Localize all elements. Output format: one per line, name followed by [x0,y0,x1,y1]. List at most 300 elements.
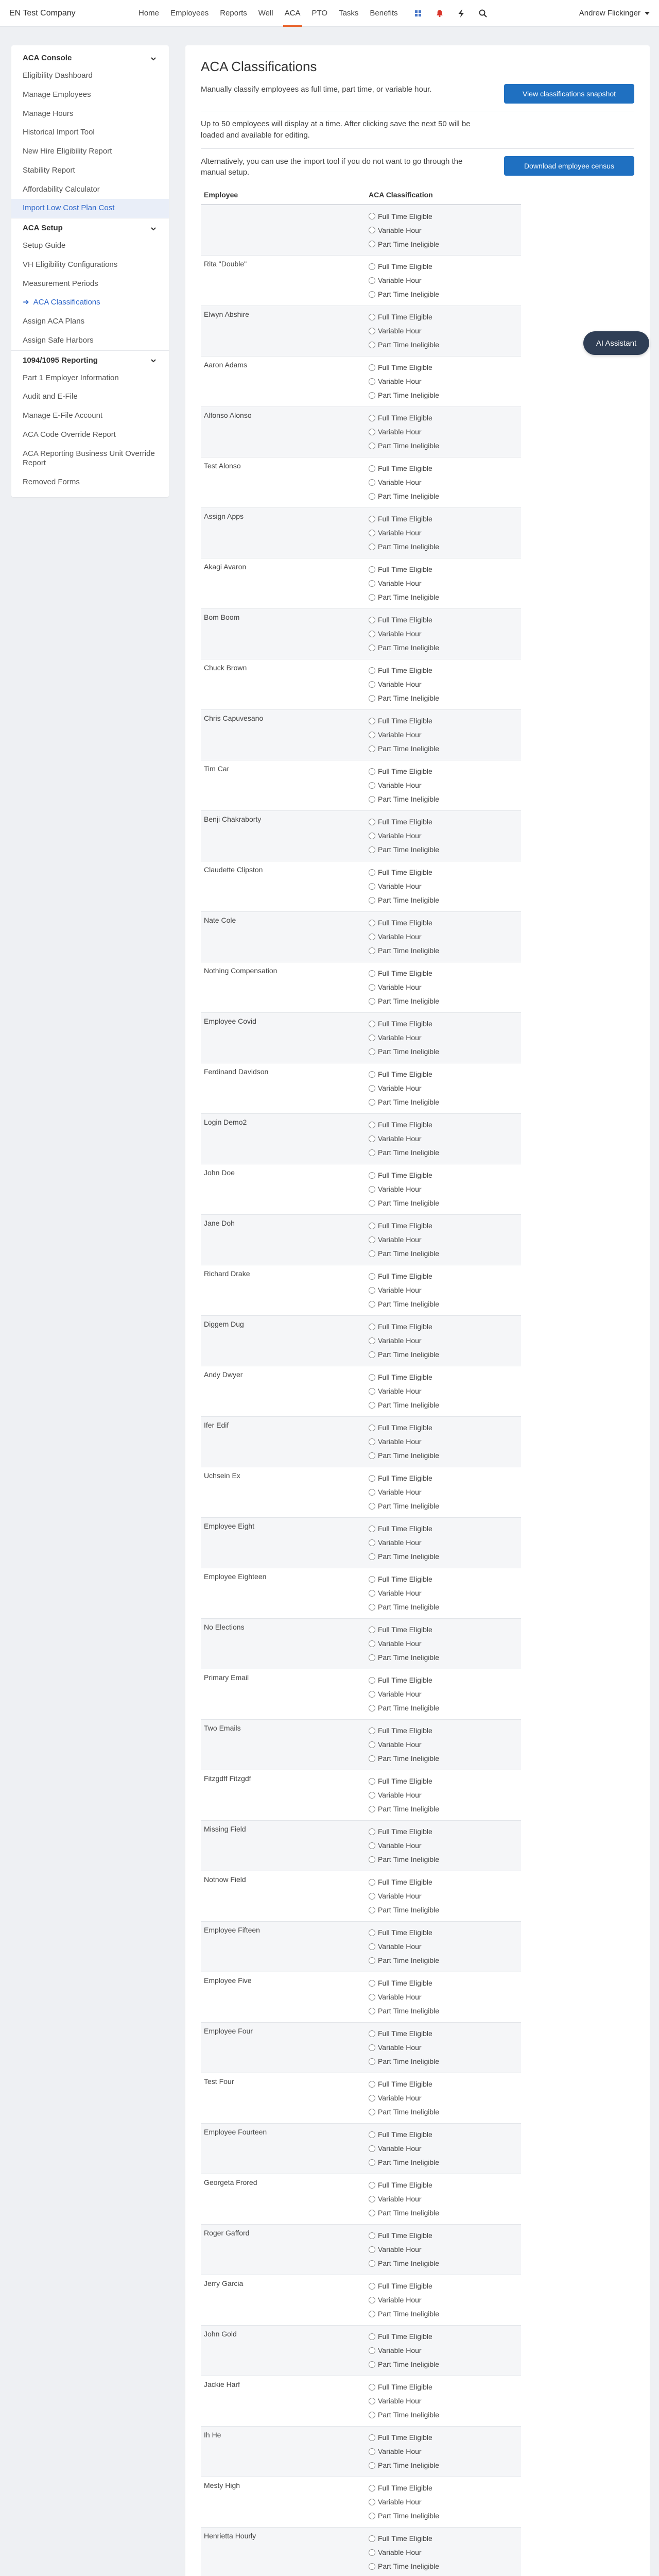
radio-button[interactable] [369,566,375,573]
radio-option-variable-hour[interactable] [369,1334,518,1348]
radio-option-part-time-ineligible[interactable] [369,944,518,958]
radio-option-part-time-ineligible[interactable] [369,1146,518,1160]
radio-button[interactable] [369,1576,375,1583]
radio-option-part-time-ineligible[interactable] [369,1903,518,1917]
radio-option-variable-hour[interactable] [369,1738,518,1752]
radio-option-part-time-ineligible[interactable] [369,1550,518,1564]
radio-button[interactable] [369,846,375,853]
radio-button[interactable] [369,1654,375,1661]
radio-button[interactable] [369,1907,375,1913]
radio-button[interactable] [369,241,375,247]
radio-option-full-time-eligible[interactable] [369,916,518,930]
radio-option-full-time-eligible[interactable] [369,260,518,274]
radio-button[interactable] [369,1186,375,1193]
radio-button[interactable] [369,2398,375,2404]
radio-button[interactable] [369,796,375,803]
radio-button[interactable] [369,695,375,702]
radio-option-part-time-ineligible[interactable] [369,590,518,604]
radio-option-variable-hour[interactable] [369,2243,518,2257]
radio-button[interactable] [369,920,375,926]
radio-option-variable-hour[interactable] [369,2041,518,2055]
radio-button[interactable] [369,2462,375,2469]
radio-button[interactable] [369,2109,375,2115]
radio-option-part-time-ineligible[interactable] [369,1651,518,1665]
radio-button[interactable] [369,718,375,724]
radio-button[interactable] [369,263,375,270]
ai-assistant-button[interactable]: AI Assistant [583,331,649,355]
nav-link-home[interactable]: Home [138,8,160,18]
radio-option-part-time-ineligible[interactable] [369,2560,518,2573]
radio-option-part-time-ineligible[interactable] [369,691,518,705]
nav-link-tasks[interactable]: Tasks [339,8,359,18]
radio-button[interactable] [369,2058,375,2065]
radio-option-part-time-ineligible[interactable] [369,2408,518,2422]
sidebar-section-header[interactable] [11,48,169,66]
radio-option-full-time-eligible[interactable] [369,2229,518,2243]
radio-option-variable-hour[interactable] [369,829,518,843]
radio-button[interactable] [369,516,375,522]
radio-button[interactable] [369,1149,375,1156]
radio-option-full-time-eligible[interactable] [369,209,518,223]
radio-option-part-time-ineligible[interactable] [369,1196,518,1210]
radio-option-part-time-ineligible[interactable] [369,1701,518,1715]
radio-option-variable-hour[interactable] [369,627,518,641]
radio-button[interactable] [369,1806,375,1812]
radio-button[interactable] [369,2311,375,2317]
radio-button[interactable] [369,1048,375,1055]
radio-button[interactable] [369,314,375,320]
radio-button[interactable] [369,465,375,472]
radio-option-part-time-ineligible[interactable] [369,540,518,554]
radio-option-part-time-ineligible[interactable] [369,1297,518,1311]
radio-option-full-time-eligible[interactable] [369,2027,518,2041]
radio-button[interactable] [369,1425,375,1431]
radio-button[interactable] [369,2412,375,2418]
radio-option-full-time-eligible[interactable] [369,2279,518,2293]
radio-button[interactable] [369,415,375,421]
radio-option-part-time-ineligible[interactable] [369,2206,518,2220]
radio-option-part-time-ineligible[interactable] [369,2509,518,2523]
radio-option-part-time-ineligible[interactable] [369,2156,518,2170]
radio-option-variable-hour[interactable] [369,577,518,590]
radio-button[interactable] [369,227,375,233]
radio-option-part-time-ineligible[interactable] [369,439,518,453]
radio-button[interactable] [369,897,375,904]
sidebar-item-manage-hours[interactable] [11,105,169,124]
radio-button[interactable] [369,1755,375,1762]
radio-button[interactable] [369,1929,375,1936]
view-snapshot-button[interactable]: View classifications snapshot [504,84,634,104]
radio-button[interactable] [369,1489,375,1496]
radio-option-variable-hour[interactable] [369,1889,518,1903]
radio-button[interactable] [369,984,375,991]
radio-button[interactable] [369,2563,375,2570]
radio-button[interactable] [369,782,375,789]
radio-button[interactable] [369,2210,375,2216]
radio-button[interactable] [369,1626,375,1633]
radio-option-variable-hour[interactable] [369,1283,518,1297]
radio-button[interactable] [369,2513,375,2519]
radio-button[interactable] [369,2246,375,2253]
radio-button[interactable] [369,1943,375,1950]
radio-option-full-time-eligible[interactable] [369,563,518,577]
radio-button[interactable] [369,1250,375,1257]
radio-button[interactable] [369,594,375,601]
radio-option-part-time-ineligible[interactable] [369,2307,518,2321]
radio-button[interactable] [369,2145,375,2152]
radio-button[interactable] [369,2384,375,2391]
radio-button[interactable] [369,277,375,284]
radio-button[interactable] [369,681,375,688]
radio-option-full-time-eligible[interactable] [369,1067,518,1081]
radio-option-part-time-ineligible[interactable] [369,792,518,806]
radio-option-part-time-ineligible[interactable] [369,287,518,301]
radio-option-full-time-eligible[interactable] [369,361,518,375]
radio-option-full-time-eligible[interactable] [369,1320,518,1334]
radio-button[interactable] [369,1539,375,1546]
sidebar-item-manage-employees[interactable] [11,86,169,105]
radio-option-variable-hour[interactable] [369,930,518,944]
sidebar-item-assign-safe-harbors[interactable] [11,331,169,350]
nav-link-pto[interactable]: PTO [311,8,328,18]
radio-option-full-time-eligible[interactable] [369,1522,518,1536]
nav-link-benefits[interactable]: Benefits [370,8,398,18]
radio-option-part-time-ineligible[interactable] [369,1398,518,1412]
radio-option-variable-hour[interactable] [369,1384,518,1398]
radio-button[interactable] [369,1172,375,1179]
radio-button[interactable] [369,378,375,385]
radio-option-part-time-ineligible[interactable] [369,1853,518,1867]
radio-option-variable-hour[interactable] [369,1990,518,2004]
radio-option-variable-hour[interactable] [369,375,518,388]
radio-option-full-time-eligible[interactable] [369,866,518,879]
radio-button[interactable] [369,2260,375,2267]
radio-option-part-time-ineligible[interactable] [369,994,518,1008]
company-name[interactable]: EN Test Company [9,8,76,18]
radio-button[interactable] [369,291,375,298]
sidebar-item-aca-classifications[interactable] [11,293,169,312]
radio-option-full-time-eligible[interactable] [369,1269,518,1283]
radio-option-part-time-ineligible[interactable] [369,489,518,503]
radio-button[interactable] [369,443,375,449]
sidebar-item-import-low-cost-plan-cost[interactable] [11,199,169,218]
radio-button[interactable] [369,1526,375,1532]
radio-option-part-time-ineligible[interactable] [369,2055,518,2069]
radio-button[interactable] [369,213,375,219]
radio-option-full-time-eligible[interactable] [369,1118,518,1132]
radio-option-part-time-ineligible[interactable] [369,1045,518,1059]
radio-button[interactable] [369,544,375,550]
radio-option-full-time-eligible[interactable] [369,2128,518,2142]
radio-button[interactable] [369,580,375,587]
radio-button[interactable] [369,1994,375,2001]
radio-button[interactable] [369,1553,375,1560]
sidebar-item-new-hire-eligibility-report[interactable] [11,142,169,161]
radio-option-variable-hour[interactable] [369,728,518,742]
radio-button[interactable] [369,1200,375,1207]
radio-button[interactable] [369,667,375,674]
nav-link-well[interactable]: Well [258,8,273,18]
radio-button[interactable] [369,1893,375,1900]
radio-button[interactable] [369,2030,375,2037]
radio-button[interactable] [369,1475,375,1482]
radio-button[interactable] [369,1136,375,1142]
radio-button[interactable] [369,342,375,348]
search-icon[interactable] [478,8,488,19]
radio-button[interactable] [369,2283,375,2290]
radio-option-part-time-ineligible[interactable] [369,641,518,655]
radio-button[interactable] [369,1604,375,1611]
radio-button[interactable] [369,819,375,825]
radio-button[interactable] [369,2196,375,2202]
radio-option-variable-hour[interactable] [369,879,518,893]
radio-button[interactable] [369,732,375,738]
radio-button[interactable] [369,493,375,500]
sidebar-item-measurement-periods[interactable] [11,275,169,294]
radio-option-full-time-eligible[interactable] [369,613,518,627]
radio-option-variable-hour[interactable] [369,1536,518,1550]
radio-button[interactable] [369,1402,375,1409]
radio-option-variable-hour[interactable] [369,2192,518,2206]
radio-option-full-time-eligible[interactable] [369,1017,518,1031]
radio-option-variable-hour[interactable] [369,677,518,691]
radio-button[interactable] [369,1351,375,1358]
radio-option-full-time-eligible[interactable] [369,1572,518,1586]
sidebar-item-vh-eligibility-configurations[interactable] [11,256,169,275]
radio-option-part-time-ineligible[interactable] [369,1499,518,1513]
radio-button[interactable] [369,2448,375,2455]
radio-button[interactable] [369,1980,375,1987]
radio-option-variable-hour[interactable] [369,1031,518,1045]
radio-button[interactable] [369,2485,375,2492]
radio-button[interactable] [369,1085,375,1092]
radio-option-part-time-ineligible[interactable] [369,1449,518,1463]
radio-button[interactable] [369,1337,375,1344]
radio-option-full-time-eligible[interactable] [369,2178,518,2192]
radio-option-full-time-eligible[interactable] [369,1421,518,1435]
radio-option-variable-hour[interactable] [369,2091,518,2105]
radio-button[interactable] [369,1691,375,1698]
radio-option-variable-hour[interactable] [369,1687,518,1701]
radio-button[interactable] [369,2361,375,2368]
grid-icon[interactable] [413,8,423,19]
radio-option-full-time-eligible[interactable] [369,2431,518,2445]
radio-option-full-time-eligible[interactable] [369,411,518,425]
radio-button[interactable] [369,998,375,1005]
radio-button[interactable] [369,2182,375,2189]
sidebar-item-eligibility-dashboard[interactable] [11,66,169,86]
radio-button[interactable] [369,2297,375,2303]
radio-option-full-time-eligible[interactable] [369,2380,518,2394]
radio-button[interactable] [369,2333,375,2340]
radio-option-part-time-ineligible[interactable] [369,388,518,402]
radio-option-variable-hour[interactable] [369,324,518,338]
radio-option-part-time-ineligible[interactable] [369,2459,518,2472]
radio-option-variable-hour[interactable] [369,2142,518,2156]
radio-option-variable-hour[interactable] [369,1233,518,1247]
radio-option-variable-hour[interactable] [369,1940,518,1954]
bolt-icon[interactable] [456,8,466,19]
radio-option-full-time-eligible[interactable] [369,2330,518,2344]
radio-option-variable-hour[interactable] [369,526,518,540]
radio-option-variable-hour[interactable] [369,2495,518,2509]
radio-option-full-time-eligible[interactable] [369,512,518,526]
radio-button[interactable] [369,2499,375,2505]
sidebar-item-audit-and-e-file[interactable] [11,387,169,406]
radio-option-part-time-ineligible[interactable] [369,893,518,907]
nav-link-aca[interactable]: ACA [279,0,306,27]
radio-button[interactable] [369,479,375,486]
radio-option-variable-hour[interactable] [369,2344,518,2358]
radio-option-variable-hour[interactable] [369,980,518,994]
radio-option-full-time-eligible[interactable] [369,765,518,778]
radio-option-variable-hour[interactable] [369,425,518,439]
radio-option-variable-hour[interactable] [369,1485,518,1499]
sidebar-item-part-1-employer-information[interactable] [11,369,169,388]
radio-button[interactable] [369,1021,375,1027]
radio-option-full-time-eligible[interactable] [369,1774,518,1788]
radio-button[interactable] [369,2535,375,2542]
radio-button[interactable] [369,1828,375,1835]
radio-option-full-time-eligible[interactable] [369,664,518,677]
radio-button[interactable] [369,745,375,752]
radio-option-full-time-eligible[interactable] [369,2077,518,2091]
radio-button[interactable] [369,833,375,839]
radio-button[interactable] [369,2347,375,2354]
radio-button[interactable] [369,1236,375,1243]
radio-option-full-time-eligible[interactable] [369,2532,518,2546]
radio-option-part-time-ineligible[interactable] [369,1247,518,1261]
radio-button[interactable] [369,328,375,334]
radio-option-part-time-ineligible[interactable] [369,2358,518,2371]
radio-button[interactable] [369,1842,375,1849]
bell-icon[interactable] [435,8,445,19]
radio-option-variable-hour[interactable] [369,1839,518,1853]
sidebar-item-aca-reporting-business-unit-override-report[interactable] [11,445,169,473]
radio-option-variable-hour[interactable] [369,476,518,489]
radio-option-full-time-eligible[interactable] [369,1219,518,1233]
download-census-button[interactable]: Download employee census [504,156,634,176]
radio-option-full-time-eligible[interactable] [369,1471,518,1485]
radio-button[interactable] [369,1957,375,1964]
radio-option-full-time-eligible[interactable] [369,714,518,728]
radio-button[interactable] [369,1503,375,1510]
user-menu[interactable] [579,9,650,18]
radio-option-variable-hour[interactable] [369,2445,518,2459]
radio-option-variable-hour[interactable] [369,1435,518,1449]
radio-option-variable-hour[interactable] [369,2394,518,2408]
radio-button[interactable] [369,1438,375,1445]
radio-button[interactable] [369,1287,375,1294]
radio-button[interactable] [369,970,375,977]
radio-button[interactable] [369,1324,375,1330]
radio-option-full-time-eligible[interactable] [369,1875,518,1889]
radio-option-part-time-ineligible[interactable] [369,2004,518,2018]
radio-button[interactable] [369,645,375,651]
radio-button[interactable] [369,1741,375,1748]
radio-button[interactable] [369,1590,375,1597]
radio-button[interactable] [369,768,375,775]
radio-option-full-time-eligible[interactable] [369,1623,518,1637]
radio-button[interactable] [369,1035,375,1041]
radio-option-variable-hour[interactable] [369,223,518,237]
radio-option-variable-hour[interactable] [369,1637,518,1651]
nav-link-reports[interactable]: Reports [220,8,247,18]
radio-button[interactable] [369,1071,375,1078]
radio-option-variable-hour[interactable] [369,778,518,792]
radio-button[interactable] [369,1778,375,1785]
sidebar-item-removed-forms[interactable] [11,473,169,492]
radio-button[interactable] [369,1640,375,1647]
radio-option-full-time-eligible[interactable] [369,310,518,324]
radio-option-full-time-eligible[interactable] [369,1825,518,1839]
radio-option-variable-hour[interactable] [369,2546,518,2560]
radio-button[interactable] [369,1856,375,1863]
sidebar-item-historical-import-tool[interactable] [11,123,169,142]
radio-option-variable-hour[interactable] [369,1586,518,1600]
sidebar-item-stability-report[interactable] [11,161,169,180]
radio-option-part-time-ineligible[interactable] [369,1600,518,1614]
radio-option-full-time-eligible[interactable] [369,1926,518,1940]
radio-button[interactable] [369,883,375,890]
sidebar-section-header[interactable] [11,351,169,369]
radio-option-full-time-eligible[interactable] [369,1370,518,1384]
radio-option-part-time-ineligible[interactable] [369,1348,518,1362]
radio-option-full-time-eligible[interactable] [369,1724,518,1738]
radio-button[interactable] [369,1223,375,1229]
radio-option-variable-hour[interactable] [369,2293,518,2307]
sidebar-item-affordability-calculator[interactable] [11,180,169,199]
radio-button[interactable] [369,1677,375,1684]
sidebar-section-header[interactable] [11,218,169,236]
radio-option-part-time-ineligible[interactable] [369,1802,518,1816]
radio-button[interactable] [369,2232,375,2239]
radio-button[interactable] [369,1374,375,1381]
radio-button[interactable] [369,1301,375,1308]
radio-button[interactable] [369,1273,375,1280]
radio-option-part-time-ineligible[interactable] [369,338,518,352]
radio-button[interactable] [369,2081,375,2088]
radio-button[interactable] [369,2159,375,2166]
radio-button[interactable] [369,1452,375,1459]
radio-option-variable-hour[interactable] [369,1132,518,1146]
radio-button[interactable] [369,631,375,637]
radio-option-variable-hour[interactable] [369,274,518,287]
radio-option-full-time-eligible[interactable] [369,1976,518,1990]
radio-button[interactable] [369,1122,375,1128]
radio-button[interactable] [369,2549,375,2556]
radio-option-full-time-eligible[interactable] [369,1168,518,1182]
radio-button[interactable] [369,1879,375,1886]
radio-button[interactable] [369,1099,375,1106]
radio-option-full-time-eligible[interactable] [369,2481,518,2495]
radio-button[interactable] [369,392,375,399]
radio-button[interactable] [369,1792,375,1799]
radio-button[interactable] [369,934,375,940]
radio-option-variable-hour[interactable] [369,1182,518,1196]
radio-button[interactable] [369,2434,375,2441]
radio-button[interactable] [369,530,375,536]
radio-option-part-time-ineligible[interactable] [369,1752,518,1766]
radio-button[interactable] [369,2044,375,2051]
radio-option-full-time-eligible[interactable] [369,967,518,980]
nav-link-employees[interactable]: Employees [170,8,209,18]
sidebar-item-setup-guide[interactable] [11,236,169,256]
radio-option-variable-hour[interactable] [369,1081,518,1095]
radio-button[interactable] [369,947,375,954]
sidebar-item-assign-aca-plans[interactable] [11,312,169,331]
radio-option-part-time-ineligible[interactable] [369,237,518,251]
